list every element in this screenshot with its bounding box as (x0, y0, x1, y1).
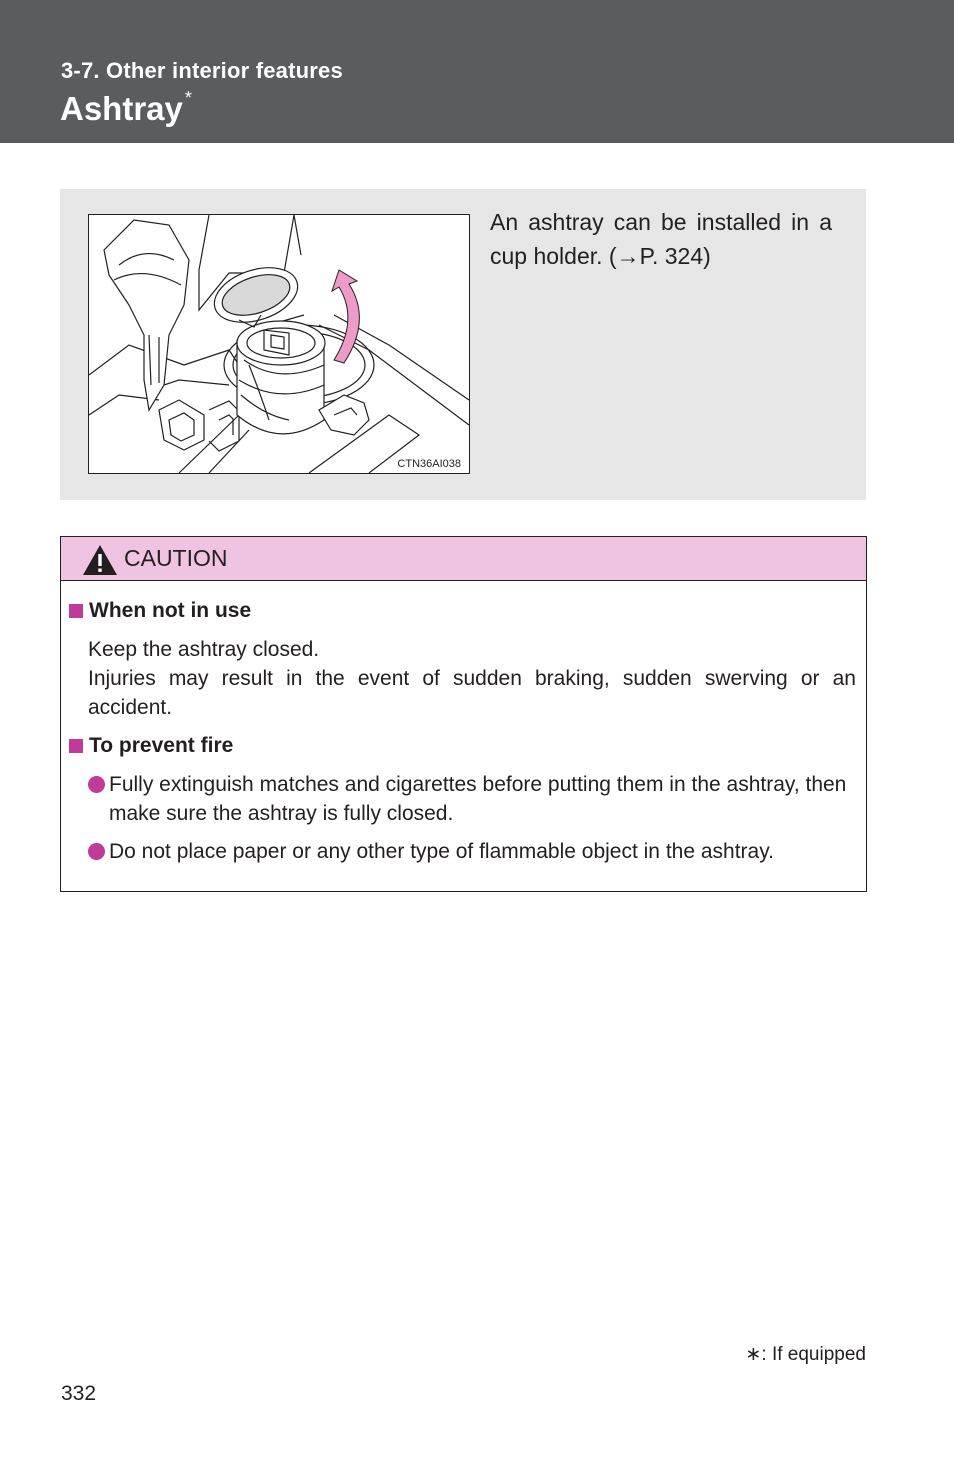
square-bullet-icon (69, 604, 83, 618)
caution-heading-text: To prevent fire (89, 734, 234, 757)
section-label: 3-7. Other interior features (61, 58, 343, 83)
illustration-code: CTN36AI038 (397, 458, 461, 470)
caution-heading-prevent-fire (69, 734, 233, 758)
info-box (60, 189, 866, 500)
ashtray-in-cup-holder-icon (89, 215, 469, 473)
footnote-text: : If equipped (761, 1344, 866, 1365)
warning-triangle-icon (82, 544, 118, 576)
caution-text-line: Injuries may result in the event of sudden braking, sudden swerving or an accident. (88, 667, 856, 719)
square-bullet-icon (69, 739, 83, 753)
caution-paragraph (88, 635, 856, 722)
caution-bullet-item (88, 837, 856, 866)
caution-text-line: Keep the ashtray closed. (88, 638, 320, 661)
page-title (60, 90, 192, 128)
caution-box (60, 536, 867, 892)
ashtray-illustration (88, 214, 470, 474)
page-header (0, 0, 954, 143)
caution-header (61, 537, 866, 581)
caution-title: CAUTION (124, 545, 228, 571)
caution-heading-text: When not in use (89, 599, 252, 622)
intro-text (490, 205, 832, 273)
round-bullet-icon (88, 776, 105, 793)
equipped-mark: * (184, 88, 192, 108)
caution-bullet-text: Do not place paper or any other type of flammable object in the ashtray. (109, 840, 774, 863)
footnote (745, 1343, 866, 1366)
caution-heading-not-in-use (69, 599, 251, 623)
intro-text-main: An ashtray can be installed in a cup holder. ( (490, 209, 832, 269)
page-reference: P. 324) (639, 243, 711, 269)
page-title-text: Ashtray (60, 90, 183, 127)
caution-bullet-item (88, 770, 856, 828)
arrow-symbol: → (616, 243, 640, 269)
page-number: 332 (61, 1382, 97, 1405)
round-bullet-icon (88, 843, 105, 860)
footnote-mark: ∗ (745, 1344, 762, 1365)
caution-bullet-text: Fully extinguish matches and cigarettes before putting them in the ashtray, then make sure the ashtray is fully closed. (109, 773, 847, 825)
